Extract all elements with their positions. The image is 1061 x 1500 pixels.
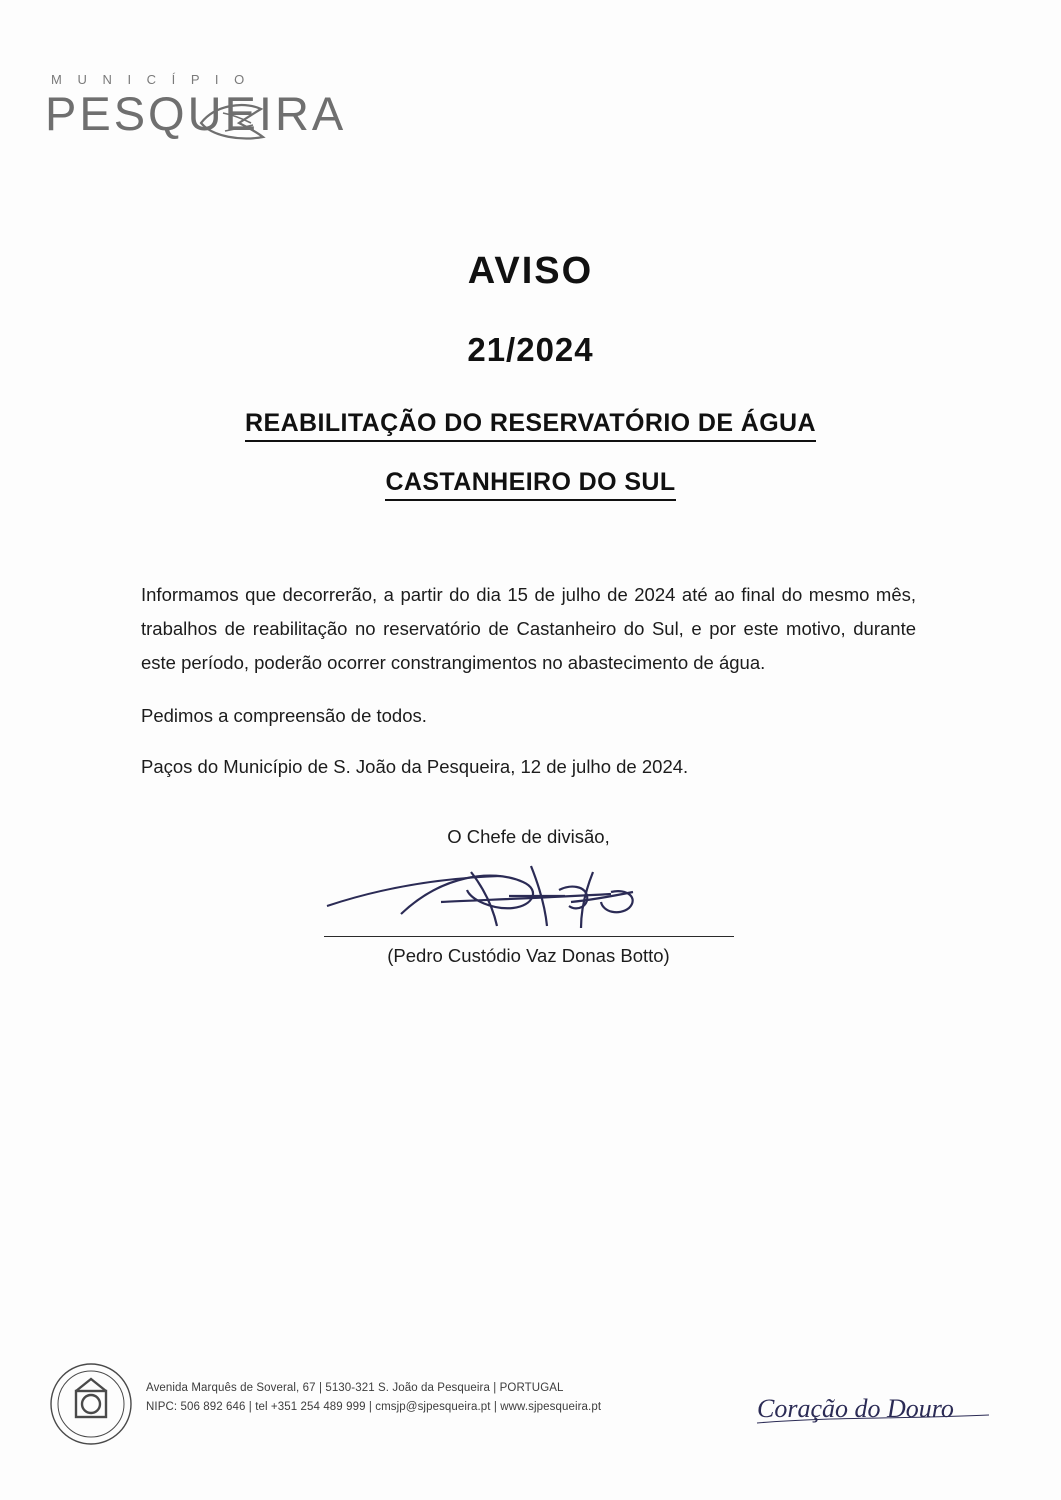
body-paragraph-2: Pedimos a compreensão de todos. xyxy=(141,705,427,726)
letterhead-name-text: PESQUEIRA xyxy=(45,87,347,140)
signature-name: (Pedro Custódio Vaz Donas Botto) xyxy=(387,945,670,966)
letterhead xyxy=(45,72,465,138)
letterhead-municipio-label: M U N I C Í P I O xyxy=(51,72,251,87)
signature-line xyxy=(324,936,734,937)
document-subtitle-line1: REABILITAÇÃO DO RESERVATÓRIO DE ÁGUA xyxy=(245,409,816,442)
footer-address xyxy=(146,1379,601,1417)
title-block xyxy=(0,250,1061,501)
letterhead-municipality-name xyxy=(45,89,465,138)
footer-address-line2: NIPC: 506 892 646 | tel +351 254 489 999 | cmsjp@sjpesqueira.pt | www.sjpesqueira.pt xyxy=(146,1401,602,1413)
body-paragraph-1: Informamos que decorrerão, a partir do dia 15 de julho de 2024 até ao final do mesmo mês, trabalhos de reabilitação no reservatório de Castanheiro do Sul, e por este motivo, durante este período, poderão ocorrer constrangimentos no abastecimento de água. xyxy=(141,584,916,673)
document-subtitle-line2: CASTANHEIRO DO SUL xyxy=(385,468,675,501)
slogan-handwriting xyxy=(753,1375,1013,1435)
svg-text:Coração do Douro: Coração do Douro xyxy=(757,1394,954,1423)
footer xyxy=(0,1355,1061,1445)
signature-scribble xyxy=(141,856,916,936)
page-title: AVISO xyxy=(467,250,594,292)
document-number: 21/2024 xyxy=(467,331,594,368)
world-heritage-seal-icon xyxy=(48,1361,134,1447)
signature-role: O Chefe de divisão, xyxy=(447,826,610,847)
document-body xyxy=(141,578,916,801)
footer-address-line1: Avenida Marquês de Soveral, 67 | 5130-321 S. João da Pesqueira | PORTUGAL xyxy=(146,1382,564,1394)
body-paragraph-3: Paços do Município de S. João da Pesqueira, 12 de julho de 2024. xyxy=(141,756,689,777)
signature-block xyxy=(141,826,916,967)
